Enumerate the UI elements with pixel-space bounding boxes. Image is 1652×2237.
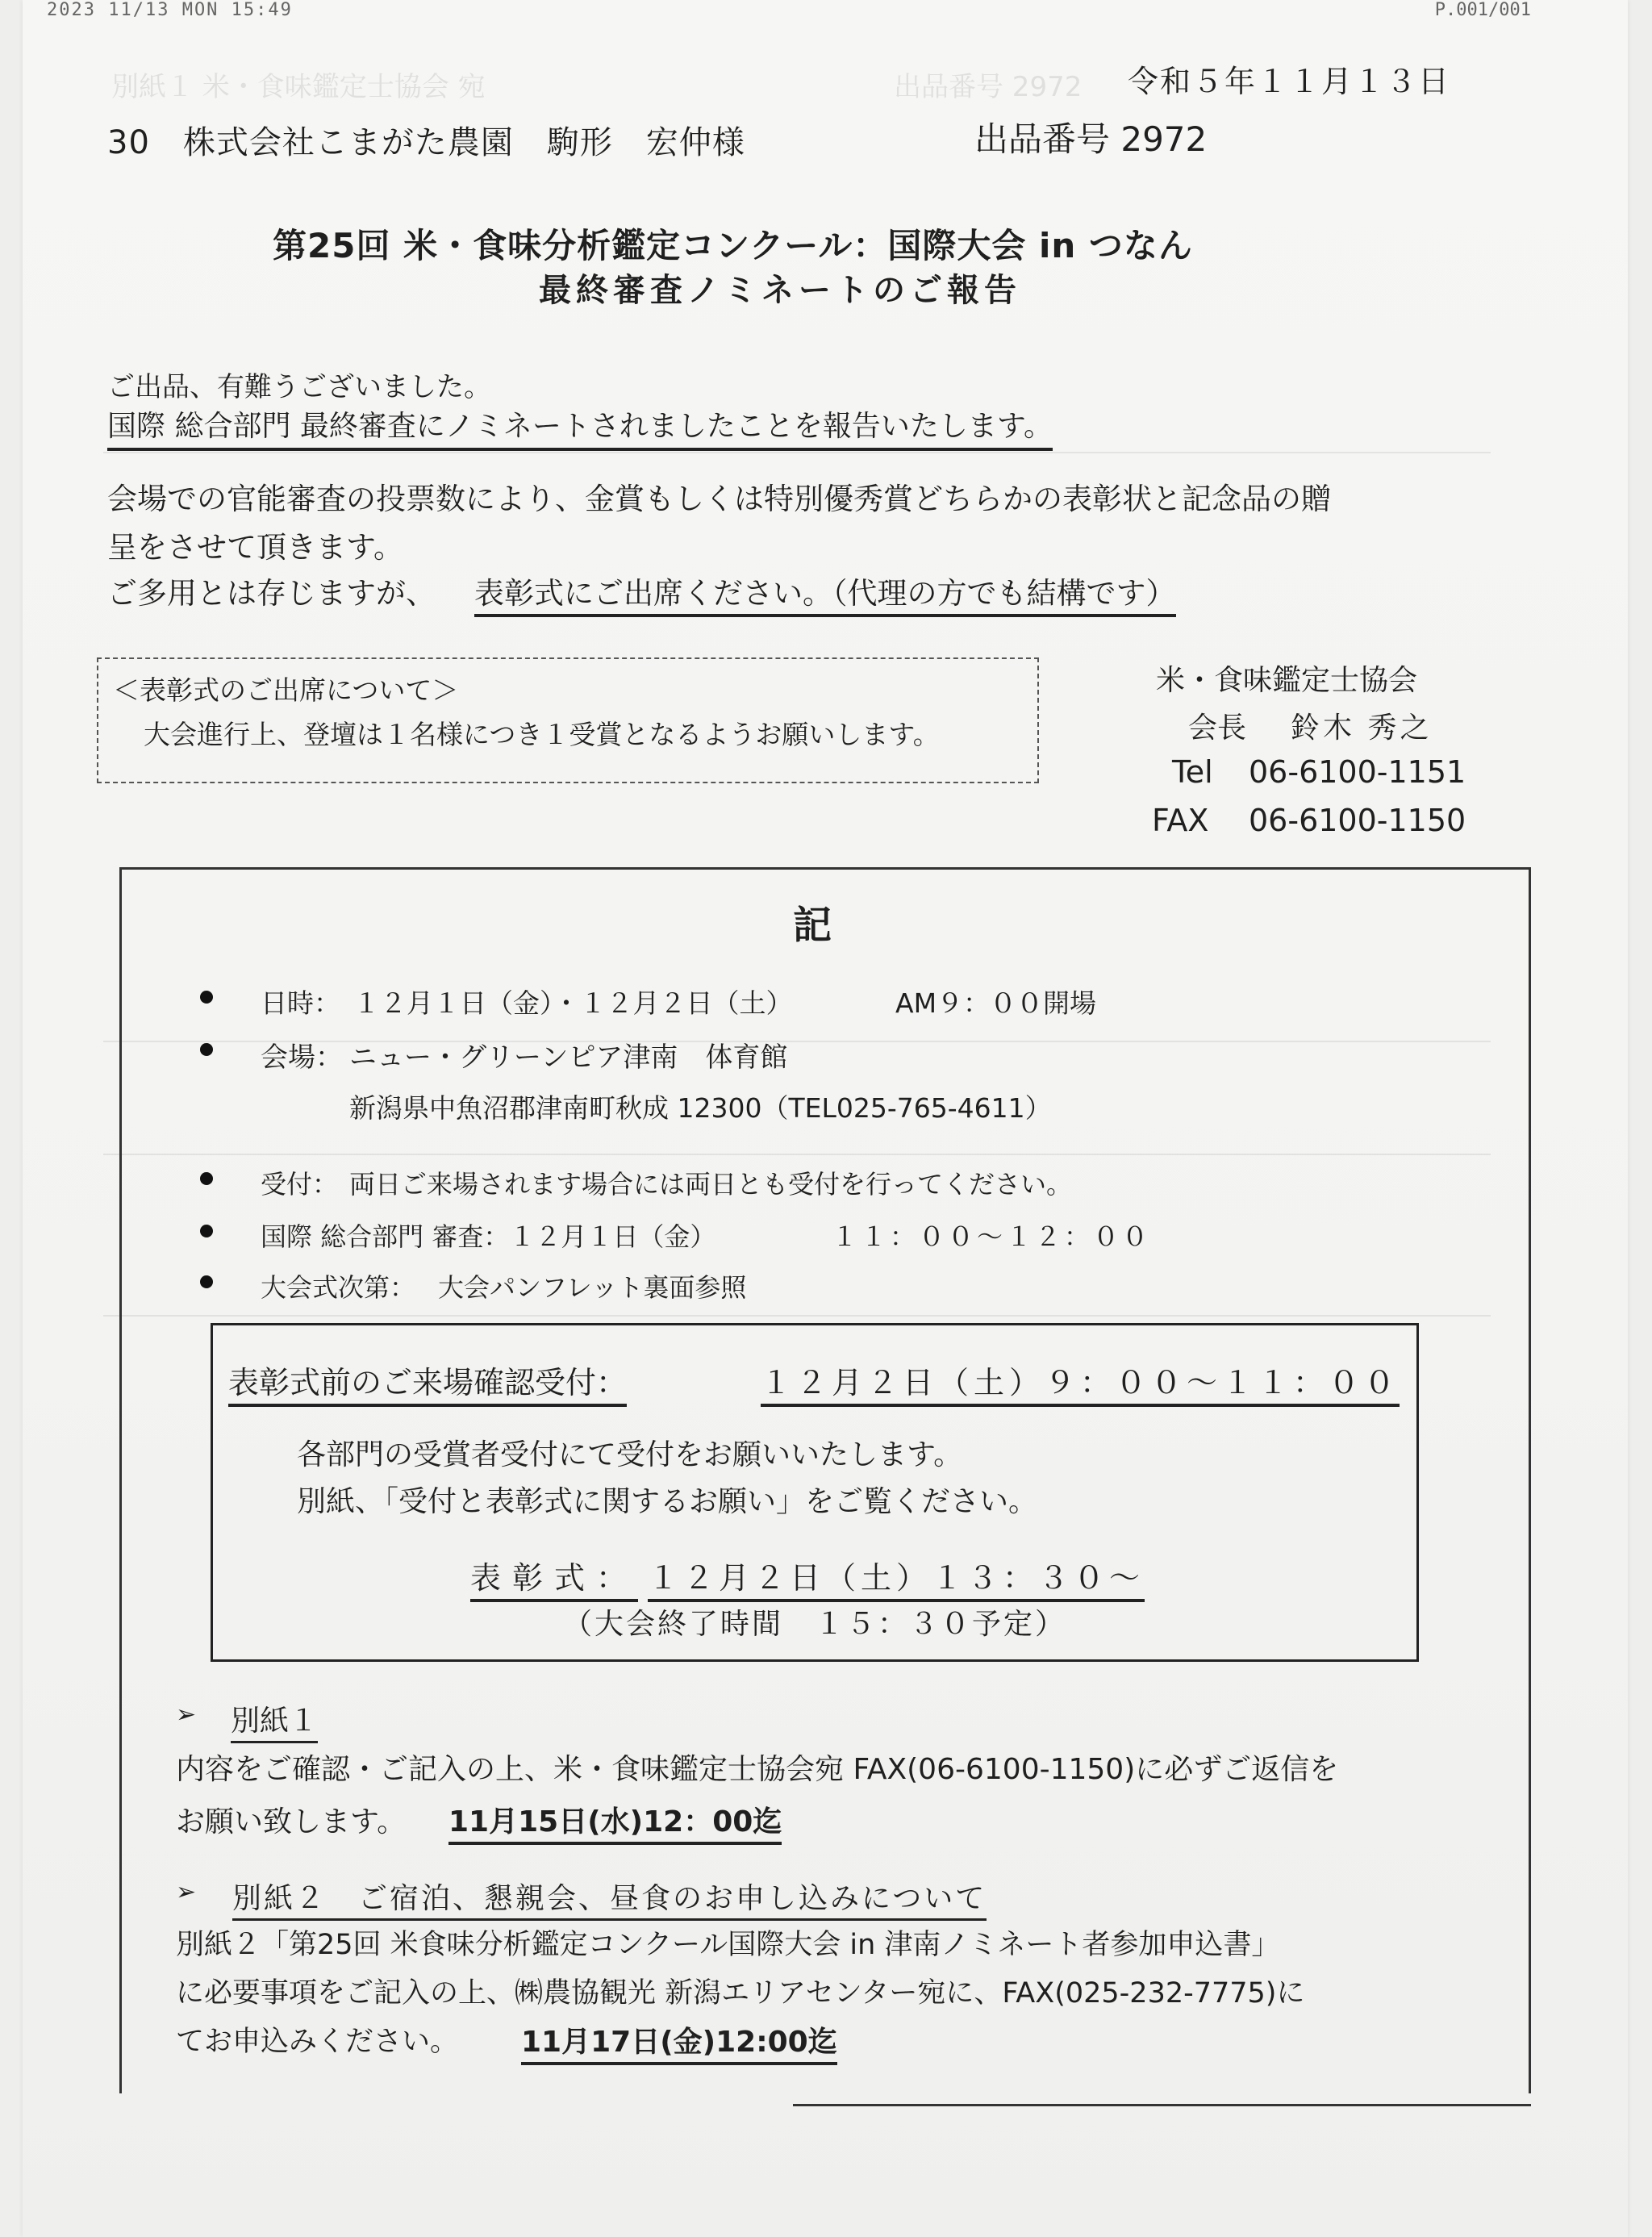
recipient: 30 株式会社こまがた農園 駒形 宏仲様 bbox=[107, 124, 745, 161]
show-through-line bbox=[103, 452, 1491, 453]
venue-label: 会場： bbox=[261, 1041, 343, 1074]
president-name: 鈴木 秀之 bbox=[1291, 712, 1433, 745]
judging-label: 国際 総合部門 審査：１２月１日（金） bbox=[261, 1221, 716, 1252]
checkin-title: 表彰式前のご来場確認受付： bbox=[228, 1358, 627, 1407]
attendance-request: 表彰式にご出席ください。（代理の方でも結構です） bbox=[474, 569, 1176, 617]
attachment1-body: 内容をご確認・ご記入の上、米・食味鑑定士協会宛 FAX(06-6100-1150)に必ずご返信を bbox=[176, 1753, 1339, 1786]
bullet-icon bbox=[200, 991, 213, 1004]
datetime-value: １２月１日（金）・１２月２日（土） bbox=[353, 987, 793, 1019]
attachment2-body: てお申込みください。 bbox=[176, 2026, 459, 2058]
bullet-icon bbox=[200, 1043, 213, 1056]
document-title: 第25回 米・食味分析鑑定コンクール：国際大会 in つなん bbox=[273, 226, 1193, 265]
nomination-text: 国際 総合部門 最終審査にノミネートされましたことを報告いたします。 bbox=[107, 403, 1053, 451]
judging-time: １１：００～１２：００ bbox=[832, 1221, 1152, 1252]
organization-name: 米・食味鑑定士協会 bbox=[1156, 664, 1418, 697]
document-page bbox=[23, 0, 1628, 2237]
document-subtitle: 最終審査ノミネートのご報告 bbox=[539, 272, 1021, 309]
attachment1-body: お願い致します。 bbox=[176, 1805, 407, 1838]
details-box-bottom-line bbox=[793, 2104, 1531, 2106]
venue-address: 新潟県中魚沼郡津南町秋成 12300（TEL025-765-4611） bbox=[349, 1092, 1052, 1124]
arrow-icon: ➢ bbox=[176, 1701, 197, 1729]
show-through-text: 出品番号 2972 bbox=[894, 71, 1083, 103]
arrow-icon: ➢ bbox=[176, 1878, 197, 1906]
thanks-text: ご出品、有難うございました。 bbox=[107, 371, 491, 403]
reception-value: 両日ご来場されます場合には両日とも受付を行ってください。 bbox=[349, 1169, 1073, 1200]
president-role: 会長 bbox=[1188, 712, 1247, 745]
notice-body: 大会進行上、登壇は１名様につき１受賞となるようお願いします。 bbox=[144, 719, 940, 750]
document-date: 令和５年１１月１３日 bbox=[1128, 64, 1451, 99]
bullet-icon bbox=[200, 1275, 213, 1288]
venue-value: ニュー・グリーンピア津南 体育館 bbox=[349, 1041, 788, 1074]
checkin-line1: 各部門の受賞者受付にて受付をお願いいたします。 bbox=[297, 1438, 963, 1471]
tel-label: Tel bbox=[1172, 754, 1213, 790]
attachment1-deadline: 11月15日(水)12：00迄 bbox=[448, 1799, 782, 1845]
ki-heading: 記 bbox=[793, 903, 832, 948]
ceremony-label: 表彰式： bbox=[470, 1553, 638, 1602]
fax-header-left: 2023 11/13 MON 15:49 bbox=[47, 0, 293, 20]
fax-header-right: P.001/001 bbox=[1434, 0, 1531, 20]
tel-number: 06-6100-1151 bbox=[1249, 754, 1466, 790]
datetime-label: 日時： bbox=[261, 987, 340, 1019]
notice-title: ＜表彰式のご出席について＞ bbox=[113, 674, 459, 706]
program-value: 大会パンフレット裏面参照 bbox=[438, 1272, 747, 1303]
datetime-open: AM９：００開場 bbox=[895, 987, 1097, 1019]
bullet-icon bbox=[200, 1172, 213, 1185]
entry-number: 出品番号 2972 bbox=[974, 119, 1208, 159]
checkin-line2: 別紙、「受付と表彰式に関するお願い」をご覧ください。 bbox=[297, 1485, 1038, 1518]
body-text: ご多用とは存じますが、 bbox=[107, 576, 436, 611]
end-time: （大会終了時間 １５：３０予定） bbox=[563, 1608, 1067, 1641]
checkin-time: １２月２日（土）９：００～１１：００ bbox=[761, 1358, 1400, 1407]
reception-label: 受付： bbox=[261, 1169, 339, 1200]
fax-number: 06-6100-1150 bbox=[1249, 803, 1466, 838]
attachment2-body: 別紙２「第25回 米食味分析鑑定コンクール国際大会 in 津南ノミネート者参加申込書」 bbox=[176, 1929, 1280, 1961]
show-through-text: 別紙１ 米・食味鑑定士協会 宛 bbox=[111, 71, 486, 103]
body-text: 呈をさせて頂きます。 bbox=[107, 530, 404, 565]
fax-label: FAX bbox=[1152, 803, 1209, 838]
bullet-icon bbox=[200, 1225, 213, 1237]
attachment2-title: 別紙２ ご宿泊、懇親会、昼食のお申し込みについて bbox=[232, 1876, 987, 1921]
ceremony-time: １２月２日（土）１３：３０～ bbox=[648, 1553, 1145, 1602]
attachment1-title: 別紙１ bbox=[231, 1698, 318, 1743]
body-text: 会場での官能審査の投票数により、金賞もしくは特別優秀賞どちらかの表彰状と記念品の贈 bbox=[107, 482, 1331, 516]
program-label: 大会式次第： bbox=[261, 1272, 416, 1303]
attachment2-deadline: 11月17日(金)12:00迄 bbox=[521, 2019, 837, 2065]
attachment2-body: に必要事項をご記入の上、㈱農協観光 新潟エリアセンター宛に、FAX(025-232-7775)に bbox=[176, 1977, 1305, 2010]
